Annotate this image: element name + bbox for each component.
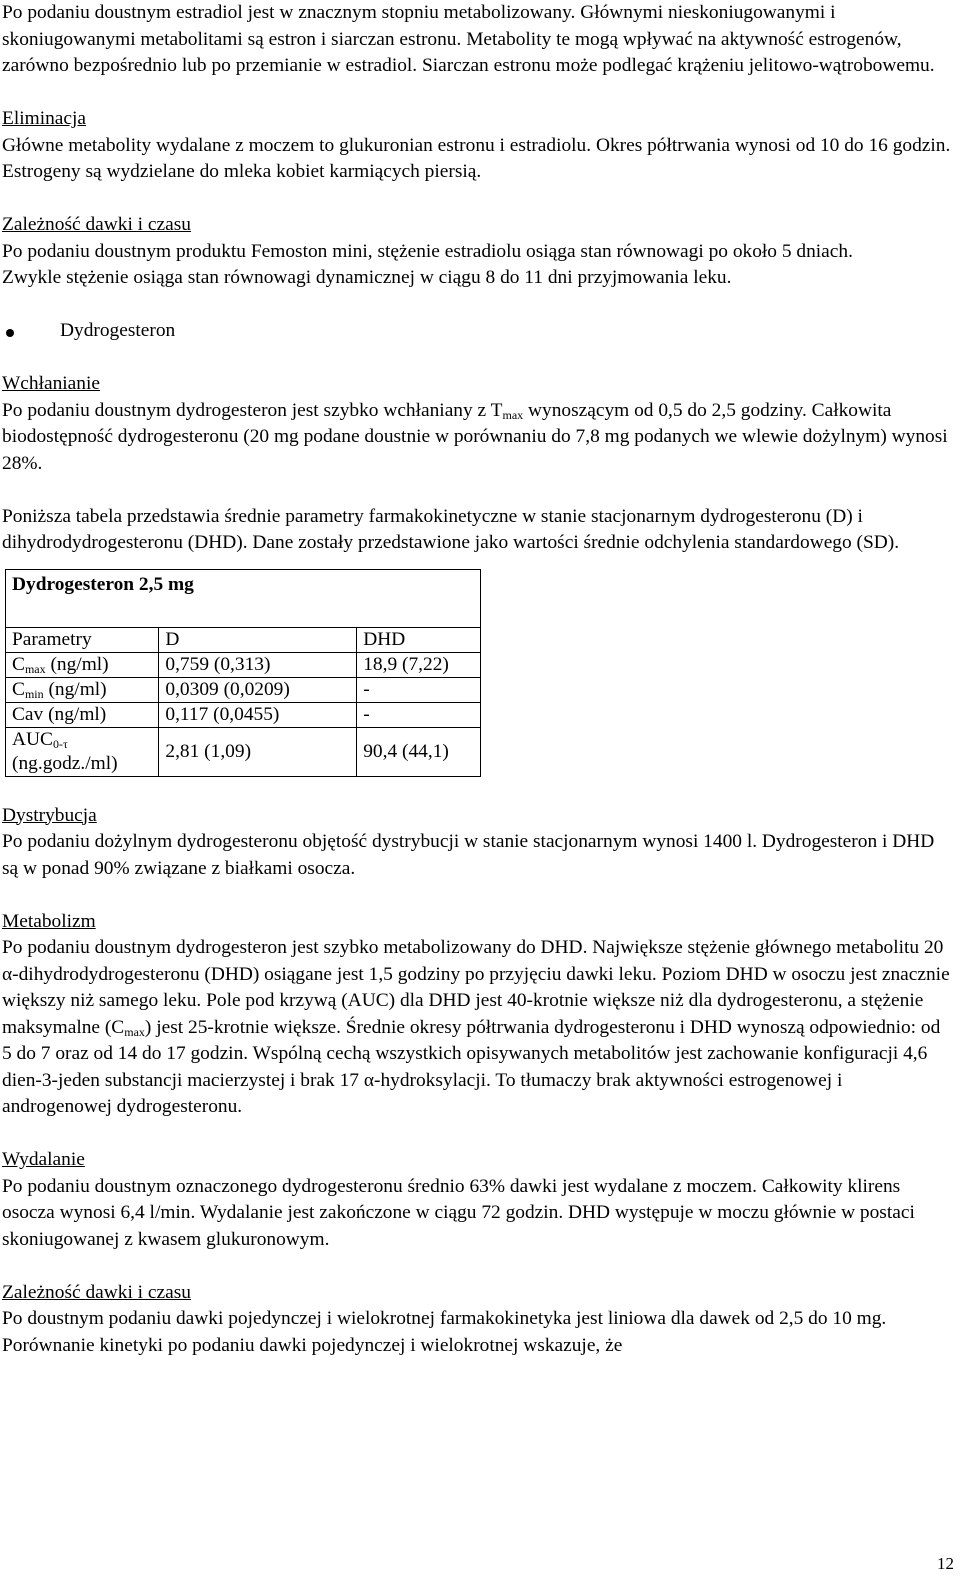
bullet-label: Dydrogesteron <box>60 320 176 341</box>
wchlanianie-paragraph <box>2 398 954 478</box>
intro-paragraph: Po podaniu doustnym estradiol jest w znacznym stopniu metabolizowany. Głównymi nieskoniugowanymi i skoniugowanymi metabolitami są estron i siarczan estronu. Metabolity te mogą wpływać na aktywność estrogenów, zarówno bezpośrednio lub po przemianie w estradiol. Siarczan estronu może podlegać krążeniu jelitowo-wątrobowemu. <box>2 2 935 76</box>
metabolizm-text-b: ) jest 25-krotnie większe. Średnie okresy półtrwania dydrogesteronu i DHD wynoszą odpowiednio: od 5 do 7 oraz od 14 do 17 godzin. Wspólną cechą wszystkich opisywanych metabolitów jest zachowanie konfiguracji 4,6 dien-3-jeden substancji macierzystej i brak 17 α-hydroksylacji. To tłumaczy brak aktywności estrogenowej i androgenowej dydrogesteronu. <box>2 1016 941 1117</box>
wchlanianie-text-a: Po podaniu doustnym dydrogesteron jest szybko wchłaniany z T <box>2 399 503 421</box>
metabolizm-heading: Metabolizm <box>2 910 96 932</box>
cmax-subscript: max <box>124 1024 145 1039</box>
eliminacja-heading: Eliminacja <box>2 108 86 129</box>
table-row <box>6 677 481 702</box>
d-cell: 0,117 (0,0455) <box>159 702 357 727</box>
zaleznosc-heading-1: Zależność dawki i czasu <box>2 214 191 235</box>
d-cell: 0,0309 (0,0209) <box>159 677 357 702</box>
header-parametry: Parametry <box>6 627 159 652</box>
zaleznosc2-paragraph: Po doustnym podaniu dawki pojedynczej i wielokrotnej farmakokinetyka jest liniowa dla dawek od 2,5 do 10 mg. Porównanie kinetyki po podaniu dawki pojedynczej i wielokrotnej wskazuje, że <box>2 1308 887 1356</box>
table-row <box>6 652 481 677</box>
param-cell: $C_{min}$ (ng/ml) <box>6 677 159 702</box>
header-dhd: DHD <box>357 627 481 652</box>
header-d: D <box>159 627 357 652</box>
dystrybucja-heading: Dystrybucja <box>2 804 97 826</box>
d-cell: 0,759 (0,313) <box>159 652 357 677</box>
metabolizm-text-a: Po podaniu doustnym dydrogesteron jest szybko metabolizowany do DHD. Największe stężenie głównego metabolitu 20 α-dihydrodydrogesteronu (DHD) osiągane jest 1,5 godziny po przyjęciu dawki leku. Poziom DHD w osoczu jest znacznie większy niż samego leku. Pole pod krzywą (AUC) dla DHD jest 40-krotnie większe niż dla dydrogesteronu, a stężenie maksymalne (C <box>2 937 950 1038</box>
tmax-subscript: max <box>502 407 524 422</box>
dystrybucja-paragraph: Po podaniu dożylnym dydrogesteronu objętość dystrybucji w stanie stacjonarnym wynosi 1400 l. Dydrogesteron i DHD są w ponad 90% związane z białkami osocza. <box>2 831 935 879</box>
zaleznosc-paragraph-2: Zwykle stężenie osiąga stan równowagi dynamicznej w ciągu 8 do 11 dni przyjmowania leku. <box>2 267 732 288</box>
table-title: Dydrogesteron 2,5 mg <box>6 569 481 627</box>
dhd-cell: 90,4 (44,1) <box>357 727 481 776</box>
dhd-cell: - <box>357 677 481 702</box>
param-cell: $C_{max}$ (ng/ml) <box>6 652 159 677</box>
wydalanie-heading: Wydalanie <box>2 1149 85 1170</box>
table-row <box>6 727 481 776</box>
param-cell: $AUC_{0-\tau}$ (ng.godz./ml) <box>6 727 159 776</box>
zaleznosc-paragraph-1: Po podaniu doustnym produktu Femoston mini, stężenie estradiolu osiąga stan równowagi po około 5 dniach. <box>2 240 853 262</box>
wchlanianie-heading: Wchłanianie <box>2 373 100 394</box>
bullet-item-dydrogesteron <box>2 318 954 345</box>
table-title-row <box>6 569 481 627</box>
pk-table <box>5 569 481 777</box>
table-row <box>6 702 481 727</box>
d-cell: 2,81 (1,09) <box>159 727 357 776</box>
document-page <box>2 0 954 1359</box>
bullet-dot-icon <box>6 329 14 337</box>
wydalanie-paragraph: Po podaniu doustnym oznaczonego dydrogesteronu średnio 63% dawki jest wydalane z moczem. Całkowity klirens osocza wynosi 6,4 l/min. Wydalanie jest zakończone w ciągu 72 godzin. DHD występuje w moczu głównie w postaci skoniugowanej z kwasem glukuronowym. <box>2 1175 915 1250</box>
zaleznosc-heading-2: Zależność dawki i czasu <box>2 1281 191 1303</box>
eliminacja-paragraph-2: Estrogeny są wydzielane do mleka kobiet karmiących piersią. <box>2 161 482 182</box>
dhd-cell: 18,9 (7,22) <box>357 652 481 677</box>
param-cell: Cav (ng/ml) <box>6 702 159 727</box>
table-header-row <box>6 627 481 652</box>
metabolizm-paragraph <box>2 935 954 1121</box>
dhd-cell: - <box>357 702 481 727</box>
table-intro-paragraph: Poniższa tabela przedstawia średnie parametry farmakokinetyczne w stanie stacjonarnym dydrogesteronu (D) i dihydrodydrogesteronu (DHD). Dane zostały przedstawione jako wartości średnie odchylenia standardowego (SD). <box>2 505 900 553</box>
page-number: 12 <box>937 1554 954 1573</box>
eliminacja-paragraph-1: Główne metabolity wydalane z moczem to glukuronian estronu i estradiolu. Okres półtrwania wynosi od 10 do 16 godzin. <box>2 134 951 156</box>
wchlanianie-text-b: wynoszącym od 0,5 do 2,5 godziny. Całkowita biodostępność dydrogesteronu (20 mg podane doustnie w porównaniu do 7,8 mg podanych we wlewie dożylnym) wynosi 28%. <box>2 399 948 474</box>
